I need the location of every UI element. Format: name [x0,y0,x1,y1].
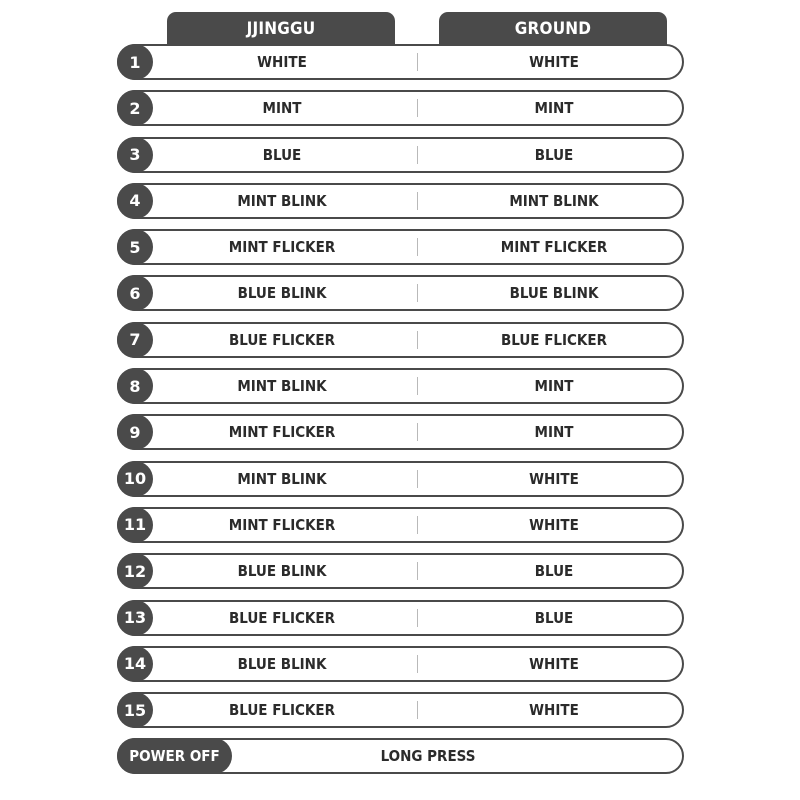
mode-row [117,600,684,636]
column-divider [417,470,418,488]
row-number-badge: 15 [117,692,153,728]
ground-mode: WHITE [529,701,579,720]
row-number-badge: 9 [117,414,153,450]
column-divider [417,238,418,256]
power-off-row [117,738,684,774]
jjinggu-mode: WHITE [257,53,307,71]
column-divider [417,99,418,117]
jjinggu-mode: MINT FLICKER [228,423,336,442]
ground-mode: BLUE [534,562,574,581]
mode-row [117,137,684,173]
ground-mode: MINT [534,99,574,118]
mode-row [117,229,684,265]
row-number-badge: 10 [117,461,153,497]
column-divider [417,423,418,441]
mode-row [117,90,684,126]
mode-row [117,553,684,589]
column-divider [417,701,418,719]
mode-row [117,461,684,497]
ground-mode: WHITE [529,469,579,488]
ground-mode: WHITE [529,515,579,534]
mode-row [117,414,684,450]
row-number-badge: 6 [117,275,153,311]
column-divider [417,192,418,210]
mode-row [117,692,684,728]
jjinggu-mode: MINT BLINK [237,377,327,396]
row-number-badge: 8 [117,368,153,404]
column-divider [417,562,418,580]
jjinggu-mode: BLUE [262,145,302,164]
ground-mode: MINT [534,423,574,442]
mode-row [117,275,684,311]
mode-row [117,507,684,543]
row-number-badge: 14 [117,646,153,682]
column-divider [417,377,418,395]
row-number-badge: 2 [117,90,153,126]
mode-row [117,183,684,219]
jjinggu-mode: BLUE BLINK [237,654,327,673]
ground-mode: MINT [534,377,574,396]
row-number-badge: 1 [117,44,153,80]
power-off-label: POWER OFF [117,738,232,774]
ground-mode: WHITE [529,53,579,71]
mode-row [117,368,684,404]
mode-row [117,322,684,358]
column-divider [417,53,418,71]
ground-mode: MINT FLICKER [500,238,608,257]
jjinggu-mode: BLUE FLICKER [228,330,336,349]
jjinggu-mode: MINT [262,99,302,118]
row-number-badge: 13 [117,600,153,636]
jjinggu-mode: MINT BLINK [237,191,327,210]
jjinggu-mode: BLUE BLINK [237,562,327,581]
column-divider [417,516,418,534]
ground-mode: MINT BLINK [509,191,599,210]
ground-mode: BLUE [534,608,574,627]
column-divider [417,146,418,164]
jjinggu-mode: MINT BLINK [237,469,327,488]
row-number-badge: 4 [117,183,153,219]
jjinggu-mode: BLUE BLINK [237,284,327,303]
column-divider [417,331,418,349]
ground-mode: BLUE BLINK [509,284,599,303]
header-ground: GROUND [439,12,667,46]
column-divider [417,284,418,302]
jjinggu-mode: BLUE FLICKER [228,701,336,720]
row-number-badge: 11 [117,507,153,543]
ground-mode: BLUE [534,145,574,164]
column-divider [417,609,418,627]
mode-row [117,646,684,682]
jjinggu-mode: MINT FLICKER [228,238,336,257]
mode-row [117,44,684,80]
header-jjinggu: JJINGGU [167,12,395,46]
jjinggu-mode: MINT FLICKER [228,515,336,534]
ground-mode: BLUE FLICKER [500,330,608,349]
ground-mode: WHITE [529,654,579,673]
row-number-badge: 3 [117,137,153,173]
power-off-value: LONG PRESS [380,747,476,766]
row-number-badge: 12 [117,553,153,589]
row-number-badge: 7 [117,322,153,358]
mode-table [117,44,684,774]
row-number-badge: 5 [117,229,153,265]
column-divider [417,655,418,673]
jjinggu-mode: BLUE FLICKER [228,608,336,627]
